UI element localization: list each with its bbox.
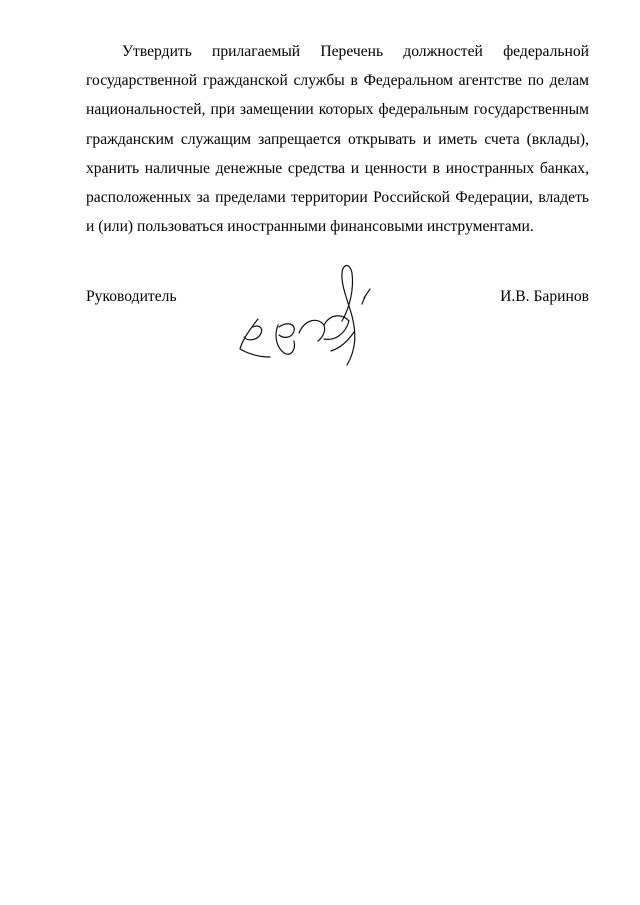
signer-role: Руководитель [86,288,177,305]
decree-paragraph: Утвердить прилагаемый Перечень должностей федеральной государственной гражданской службы в Федеральном агентстве по делам национальностей, при замещении которых федеральным государственным гражданским служащим запрещается открывать и иметь счета (вклады), хранить наличные денежные средства и ценности в иностранных банках, расположенных за пределами территории Российской Федерации, владеть и (или) пользоваться иностранными финансовыми инструментами. [86,43,589,236]
signer-name: И.В. Баринов [500,288,589,305]
signature-graphic [232,255,382,370]
handwritten-signature [232,255,382,370]
